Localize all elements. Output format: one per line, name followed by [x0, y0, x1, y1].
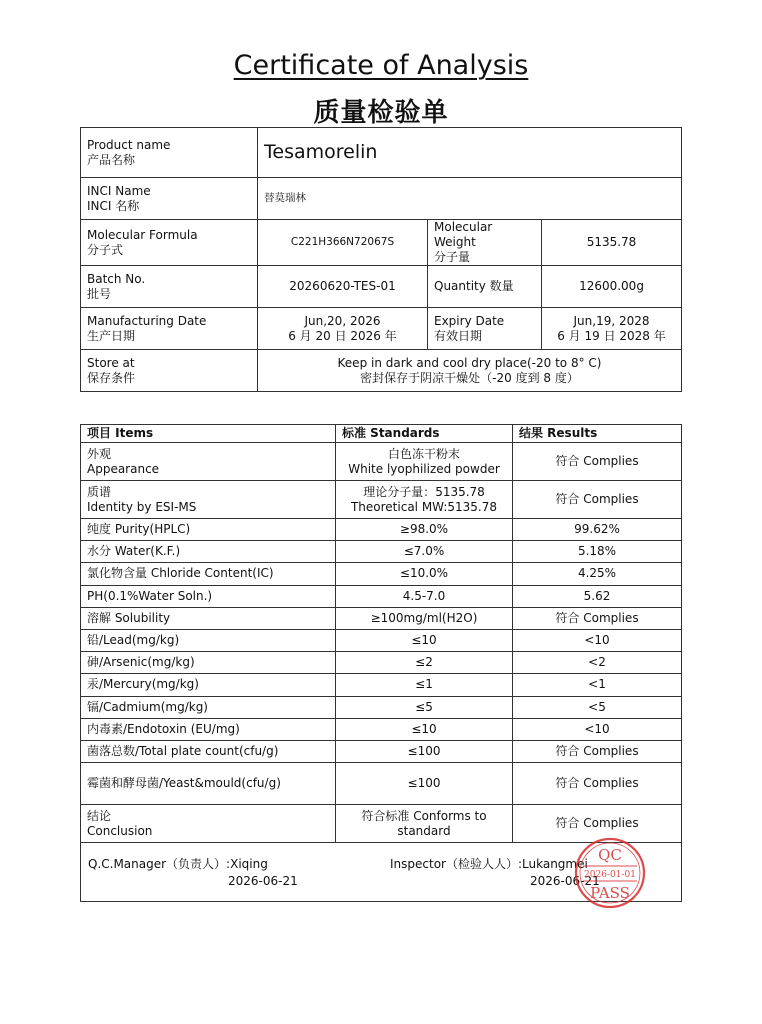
standard-cell: ≤7.0%: [336, 541, 513, 563]
result-cell: 符合 Complies: [513, 607, 682, 629]
standard-cell: ≤100: [336, 763, 513, 805]
table-row: [81, 585, 682, 607]
standard-cell: ≥100mg/ml(H2O): [336, 607, 513, 629]
item-cell: 镉/Cadmium(mg/kg): [81, 696, 336, 718]
standard-cell: ≥98.0%: [336, 519, 513, 541]
result-cell: 符合 Complies: [513, 763, 682, 805]
inci-label: INCI Name INCI 名称: [81, 178, 258, 220]
item-cell: 菌落总数/Total plate count(cfu/g): [81, 740, 336, 762]
item-cell: 结论 Conclusion: [81, 805, 336, 843]
formula-label: Molecular Formula 分子式: [81, 220, 258, 266]
batch-label: Batch No. 批号: [81, 266, 258, 308]
standard-cell: 理论分子量：5135.78 Theoretical MW:5135.78: [336, 481, 513, 519]
table-row: [81, 652, 682, 674]
standard-cell: ≤2: [336, 652, 513, 674]
standard-cell: 白色冻干粉末 White lyophilized powder: [336, 443, 513, 481]
standard-cell: ≤10.0%: [336, 563, 513, 585]
standard-cell: 4.5-7.0: [336, 585, 513, 607]
qc-manager-date: 2026-06-21: [228, 874, 298, 889]
result-cell: 符合 Complies: [513, 443, 682, 481]
formula-row: [81, 220, 682, 266]
result-cell: 符合 Complies: [513, 481, 682, 519]
stamp-pass-text: PASS: [590, 884, 630, 902]
item-cell: PH(0.1%Water Soln.): [81, 585, 336, 607]
header-results: 结果 Results: [513, 425, 682, 443]
item-cell: 霉菌和酵母菌/Yeast&mould(cfu/g): [81, 763, 336, 805]
item-cell: 砷/Arsenic(mg/kg): [81, 652, 336, 674]
result-cell: 99.62%: [513, 519, 682, 541]
product-info-table: [80, 127, 682, 392]
table-row: [81, 443, 682, 481]
result-cell: 符合 Complies: [513, 740, 682, 762]
product-name-row: [81, 128, 682, 178]
quantity-value: 12600.00g: [542, 266, 682, 308]
quantity-label: Quantity 数量: [428, 266, 542, 308]
table-row: [81, 674, 682, 696]
inspector-label: Inspector（检验人人）:Lukangmei: [390, 857, 588, 872]
item-cell: 水分 Water(K.F.): [81, 541, 336, 563]
table-row: [81, 541, 682, 563]
expiry-date-value: Jun,19, 2028 6 月 19 日 2028 年: [542, 308, 682, 350]
inci-row: [81, 178, 682, 220]
item-cell: 内毒素/Endotoxin (EU/mg): [81, 718, 336, 740]
item-cell: 溶解 Solubility: [81, 607, 336, 629]
stamp-qc-text: QC: [598, 846, 622, 864]
table-row: [81, 563, 682, 585]
standard-cell: 符合标准 Conforms to standard: [336, 805, 513, 843]
title-chinese: 质量检验单: [313, 98, 449, 128]
table-row: [81, 607, 682, 629]
product-name-value: Tesamorelin: [258, 128, 682, 178]
title-english: Certificate of Analysis: [233, 50, 529, 81]
standard-cell: ≤10: [336, 718, 513, 740]
header-standards: 标准 Standards: [336, 425, 513, 443]
item-cell: 质谱 Identity by ESI-MS: [81, 481, 336, 519]
manufacturing-date-label: Manufacturing Date 生产日期: [81, 308, 258, 350]
item-cell: 氯化物含量 Chloride Content(IC): [81, 563, 336, 585]
qc-manager-label: Q.C.Manager（负责人）:Xiqing: [88, 857, 268, 872]
table-row: [81, 519, 682, 541]
expiry-date-label: Expiry Date 有效日期: [428, 308, 542, 350]
standard-cell: ≤1: [336, 674, 513, 696]
table-header-row: [81, 425, 682, 443]
table-row: [81, 696, 682, 718]
test-items-table: [80, 424, 682, 902]
dates-row: [81, 308, 682, 350]
table-row: [81, 718, 682, 740]
molecular-weight-value: 5135.78: [542, 220, 682, 266]
item-cell: 铅/Lead(mg/kg): [81, 629, 336, 651]
item-cell: 汞/Mercury(mg/kg): [81, 674, 336, 696]
result-cell: 符合 Complies: [513, 805, 682, 843]
standard-cell: ≤10: [336, 629, 513, 651]
result-cell: <10: [513, 718, 682, 740]
table-row: [81, 629, 682, 651]
batch-value: 20260620-TES-01: [258, 266, 428, 308]
header-items: 项目 Items: [81, 425, 336, 443]
result-cell: <10: [513, 629, 682, 651]
product-name-label: Product name 产品名称: [81, 128, 258, 178]
inspector-date: 2026-06-21: [530, 874, 600, 889]
standard-cell: ≤5: [336, 696, 513, 718]
result-cell: 5.62: [513, 585, 682, 607]
table-row: [81, 763, 682, 805]
formula-value: C221H366N72067S: [258, 220, 428, 266]
manufacturing-date-value: Jun,20, 2026 6 月 20 日 2026 年: [258, 308, 428, 350]
item-cell: 纯度 Purity(HPLC): [81, 519, 336, 541]
result-cell: <1: [513, 674, 682, 696]
standard-cell: ≤100: [336, 740, 513, 762]
batch-row: [81, 266, 682, 308]
result-cell: <5: [513, 696, 682, 718]
result-cell: 5.18%: [513, 541, 682, 563]
item-cell: 外观 Appearance: [81, 443, 336, 481]
storage-label: Store at 保存条件: [81, 350, 258, 392]
result-cell: <2: [513, 652, 682, 674]
qc-pass-stamp: [573, 836, 647, 910]
storage-row: [81, 350, 682, 392]
stamp-date-text: 2026-01-01: [584, 870, 636, 880]
molecular-weight-label: Molecular Weight 分子量: [428, 220, 542, 266]
result-cell: 4.25%: [513, 563, 682, 585]
storage-value: Keep in dark and cool dry place(-20 to 8° C) 密封保存于阴凉干燥处（-20 度到 8 度）: [258, 350, 682, 392]
table-row: [81, 740, 682, 762]
inci-value: 替莫瑞林: [258, 178, 682, 220]
table-row: [81, 481, 682, 519]
